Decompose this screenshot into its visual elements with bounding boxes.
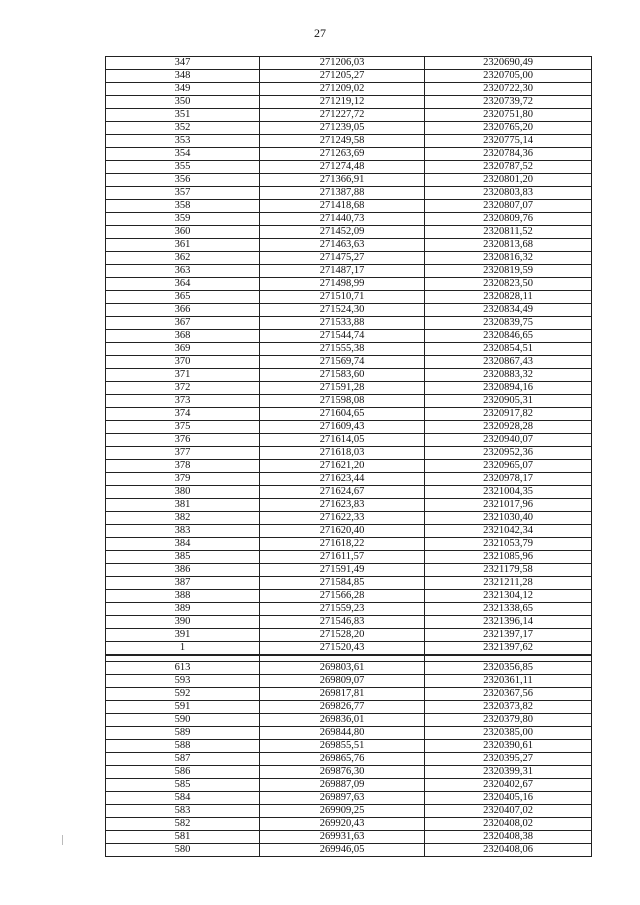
- point-number-cell: 349: [106, 83, 260, 96]
- x-coordinate-cell: 271487,17: [260, 265, 425, 278]
- table-row: [106, 778, 592, 791]
- x-coordinate-cell: 269931,63: [260, 830, 425, 843]
- table-row: [106, 817, 592, 830]
- point-number-cell: 383: [106, 525, 260, 538]
- table-row: [106, 804, 592, 817]
- y-coordinate-cell: 2320399,31: [425, 765, 592, 778]
- table-row: [106, 726, 592, 739]
- y-coordinate-cell: 2320775,14: [425, 135, 592, 148]
- y-coordinate-cell: 2320408,06: [425, 843, 592, 856]
- table-row: [106, 551, 592, 564]
- y-coordinate-cell: 2321304,12: [425, 590, 592, 603]
- y-coordinate-cell: 2320894,16: [425, 382, 592, 395]
- table-row: [106, 843, 592, 856]
- point-number-cell: 593: [106, 674, 260, 687]
- point-number-cell: 360: [106, 226, 260, 239]
- table-row: [106, 590, 592, 603]
- point-number-cell: 613: [106, 661, 260, 674]
- x-coordinate-cell: 271618,03: [260, 447, 425, 460]
- table-row: [106, 538, 592, 551]
- y-coordinate-cell: 2320784,36: [425, 148, 592, 161]
- point-number-cell: 366: [106, 304, 260, 317]
- table-row: [106, 421, 592, 434]
- table-row: [106, 304, 592, 317]
- point-number-cell: 589: [106, 726, 260, 739]
- table-row: [106, 460, 592, 473]
- table-row: [106, 791, 592, 804]
- point-number-cell: 352: [106, 122, 260, 135]
- y-coordinate-cell: 2320917,82: [425, 408, 592, 421]
- table-row: [106, 700, 592, 713]
- y-coordinate-cell: 2320801,20: [425, 174, 592, 187]
- table-row: [106, 512, 592, 525]
- y-coordinate-cell: 2320846,65: [425, 330, 592, 343]
- point-number-cell: 382: [106, 512, 260, 525]
- x-coordinate-cell: 271566,28: [260, 590, 425, 603]
- table-row: [106, 713, 592, 726]
- y-coordinate-cell: 2321397,62: [425, 642, 592, 656]
- table-row: [106, 161, 592, 174]
- point-number-cell: 581: [106, 830, 260, 843]
- coordinates-table: [105, 56, 592, 857]
- x-coordinate-cell: 271418,68: [260, 200, 425, 213]
- x-coordinate-cell: 271583,60: [260, 369, 425, 382]
- y-coordinate-cell: 2321004,35: [425, 486, 592, 499]
- table-row: [106, 674, 592, 687]
- point-number-cell: 388: [106, 590, 260, 603]
- point-number-cell: 355: [106, 161, 260, 174]
- table-row: [106, 330, 592, 343]
- x-coordinate-cell: 271604,65: [260, 408, 425, 421]
- table-row: [106, 174, 592, 187]
- point-number-cell: 592: [106, 687, 260, 700]
- point-number-cell: 362: [106, 252, 260, 265]
- y-coordinate-cell: 2320854,51: [425, 343, 592, 356]
- x-coordinate-cell: 271533,88: [260, 317, 425, 330]
- x-coordinate-cell: 271520,43: [260, 642, 425, 656]
- table-row: [106, 226, 592, 239]
- point-number-cell: 591: [106, 700, 260, 713]
- point-number-cell: 361: [106, 239, 260, 252]
- point-number-cell: 590: [106, 713, 260, 726]
- point-number-cell: 391: [106, 629, 260, 642]
- y-coordinate-cell: 2320402,67: [425, 778, 592, 791]
- y-coordinate-cell: 2321042,34: [425, 525, 592, 538]
- table-row: [106, 447, 592, 460]
- table-row: [106, 122, 592, 135]
- y-coordinate-cell: 2320361,11: [425, 674, 592, 687]
- point-number-cell: 381: [106, 499, 260, 512]
- table-row: [106, 765, 592, 778]
- point-number-cell: 350: [106, 96, 260, 109]
- x-coordinate-cell: 271623,44: [260, 473, 425, 486]
- table-row: [106, 135, 592, 148]
- point-number-cell: 585: [106, 778, 260, 791]
- y-coordinate-cell: 2321017,96: [425, 499, 592, 512]
- table-row: [106, 408, 592, 421]
- y-coordinate-cell: 2320811,52: [425, 226, 592, 239]
- y-coordinate-cell: 2320928,28: [425, 421, 592, 434]
- point-number-cell: 370: [106, 356, 260, 369]
- point-number-cell: 378: [106, 460, 260, 473]
- y-coordinate-cell: 2320828,11: [425, 291, 592, 304]
- y-coordinate-cell: 2320905,31: [425, 395, 592, 408]
- y-coordinate-cell: 2320385,00: [425, 726, 592, 739]
- table-row: [106, 278, 592, 291]
- point-number-cell: 348: [106, 70, 260, 83]
- table-row: [106, 577, 592, 590]
- x-coordinate-cell: 271591,49: [260, 564, 425, 577]
- table-row: [106, 239, 592, 252]
- y-coordinate-cell: 2321053,79: [425, 538, 592, 551]
- point-number-cell: 375: [106, 421, 260, 434]
- point-number-cell: 363: [106, 265, 260, 278]
- table-row: [106, 187, 592, 200]
- x-coordinate-cell: 271475,27: [260, 252, 425, 265]
- y-coordinate-cell: 2320839,75: [425, 317, 592, 330]
- table-row: [106, 661, 592, 674]
- table-row: [106, 434, 592, 447]
- table-row: [106, 473, 592, 486]
- y-coordinate-cell: 2320965,07: [425, 460, 592, 473]
- x-coordinate-cell: 271274,48: [260, 161, 425, 174]
- x-coordinate-cell: 271546,83: [260, 616, 425, 629]
- x-coordinate-cell: 269836,01: [260, 713, 425, 726]
- x-coordinate-cell: 271544,74: [260, 330, 425, 343]
- x-coordinate-cell: 271249,58: [260, 135, 425, 148]
- table-row: [106, 382, 592, 395]
- x-coordinate-cell: 269817,81: [260, 687, 425, 700]
- y-coordinate-cell: 2320809,76: [425, 213, 592, 226]
- table-row: [106, 499, 592, 512]
- point-number-cell: 373: [106, 395, 260, 408]
- point-number-cell: 386: [106, 564, 260, 577]
- x-coordinate-cell: 271387,88: [260, 187, 425, 200]
- x-coordinate-cell: 271584,85: [260, 577, 425, 590]
- point-number-cell: 371: [106, 369, 260, 382]
- table-row: [106, 148, 592, 161]
- x-coordinate-cell: 271452,09: [260, 226, 425, 239]
- table-row: [106, 291, 592, 304]
- table-row: [106, 629, 592, 642]
- x-coordinate-cell: 271624,67: [260, 486, 425, 499]
- table-row: [106, 642, 592, 656]
- table-row: [106, 369, 592, 382]
- table-row: [106, 525, 592, 538]
- y-coordinate-cell: 2320807,07: [425, 200, 592, 213]
- table-row: [106, 213, 592, 226]
- y-coordinate-cell: 2320819,59: [425, 265, 592, 278]
- x-coordinate-cell: 269897,63: [260, 791, 425, 804]
- y-coordinate-cell: 2321030,40: [425, 512, 592, 525]
- table-row: [106, 57, 592, 70]
- point-number-cell: 372: [106, 382, 260, 395]
- x-coordinate-cell: 271205,27: [260, 70, 425, 83]
- x-coordinate-cell: 271623,83: [260, 499, 425, 512]
- x-coordinate-cell: 271440,73: [260, 213, 425, 226]
- y-coordinate-cell: 2321211,28: [425, 577, 592, 590]
- y-coordinate-cell: 2320367,56: [425, 687, 592, 700]
- point-number-cell: 364: [106, 278, 260, 291]
- table-row: [106, 317, 592, 330]
- y-coordinate-cell: 2320379,80: [425, 713, 592, 726]
- page-number: 27: [314, 26, 326, 40]
- y-coordinate-cell: 2320739,72: [425, 96, 592, 109]
- y-coordinate-cell: 2320407,02: [425, 804, 592, 817]
- table-row: [106, 564, 592, 577]
- x-coordinate-cell: 271498,99: [260, 278, 425, 291]
- table-row: [106, 83, 592, 96]
- table-row: [106, 200, 592, 213]
- x-coordinate-cell: 271555,38: [260, 343, 425, 356]
- table-row: [106, 603, 592, 616]
- point-number-cell: 356: [106, 174, 260, 187]
- table-row: [106, 395, 592, 408]
- x-coordinate-cell: 271263,69: [260, 148, 425, 161]
- x-coordinate-cell: 269887,09: [260, 778, 425, 791]
- point-number-cell: 380: [106, 486, 260, 499]
- point-number-cell: 353: [106, 135, 260, 148]
- point-number-cell: 384: [106, 538, 260, 551]
- x-coordinate-cell: 271611,57: [260, 551, 425, 564]
- table-row: [106, 739, 592, 752]
- point-number-cell: 385: [106, 551, 260, 564]
- point-number-cell: 1: [106, 642, 260, 656]
- y-coordinate-cell: 2320813,68: [425, 239, 592, 252]
- point-number-cell: 587: [106, 752, 260, 765]
- y-coordinate-cell: 2320803,83: [425, 187, 592, 200]
- x-coordinate-cell: 271618,22: [260, 538, 425, 551]
- point-number-cell: 359: [106, 213, 260, 226]
- y-coordinate-cell: 2320408,02: [425, 817, 592, 830]
- y-coordinate-cell: 2320705,00: [425, 70, 592, 83]
- y-coordinate-cell: 2320883,32: [425, 369, 592, 382]
- y-coordinate-cell: 2321179,58: [425, 564, 592, 577]
- y-coordinate-cell: 2320952,36: [425, 447, 592, 460]
- x-coordinate-cell: 269920,43: [260, 817, 425, 830]
- x-coordinate-cell: 271569,74: [260, 356, 425, 369]
- point-number-cell: 369: [106, 343, 260, 356]
- x-coordinate-cell: 271463,63: [260, 239, 425, 252]
- scan-artifact: [62, 835, 63, 845]
- point-number-cell: 377: [106, 447, 260, 460]
- point-number-cell: 588: [106, 739, 260, 752]
- y-coordinate-cell: 2320751,80: [425, 109, 592, 122]
- y-coordinate-cell: 2320408,38: [425, 830, 592, 843]
- x-coordinate-cell: 269809,07: [260, 674, 425, 687]
- x-coordinate-cell: 271614,05: [260, 434, 425, 447]
- table-row: [106, 830, 592, 843]
- point-number-cell: 367: [106, 317, 260, 330]
- y-coordinate-cell: 2321085,96: [425, 551, 592, 564]
- x-coordinate-cell: 269855,51: [260, 739, 425, 752]
- point-number-cell: 347: [106, 57, 260, 70]
- coordinates-table-body: [106, 57, 592, 857]
- table-row: [106, 252, 592, 265]
- y-coordinate-cell: 2320373,82: [425, 700, 592, 713]
- table-row: [106, 486, 592, 499]
- y-coordinate-cell: 2320787,52: [425, 161, 592, 174]
- table-row: [106, 343, 592, 356]
- y-coordinate-cell: 2320816,32: [425, 252, 592, 265]
- table-row: [106, 109, 592, 122]
- y-coordinate-cell: 2320978,17: [425, 473, 592, 486]
- x-coordinate-cell: 269844,80: [260, 726, 425, 739]
- x-coordinate-cell: 269876,30: [260, 765, 425, 778]
- point-number-cell: 365: [106, 291, 260, 304]
- point-number-cell: 368: [106, 330, 260, 343]
- x-coordinate-cell: 271528,20: [260, 629, 425, 642]
- table-row: [106, 265, 592, 278]
- y-coordinate-cell: 2320823,50: [425, 278, 592, 291]
- x-coordinate-cell: 271620,40: [260, 525, 425, 538]
- table-row: [106, 616, 592, 629]
- point-number-cell: 358: [106, 200, 260, 213]
- point-number-cell: 379: [106, 473, 260, 486]
- y-coordinate-cell: 2320395,27: [425, 752, 592, 765]
- point-number-cell: 387: [106, 577, 260, 590]
- x-coordinate-cell: 271510,71: [260, 291, 425, 304]
- point-number-cell: 374: [106, 408, 260, 421]
- x-coordinate-cell: 271559,23: [260, 603, 425, 616]
- x-coordinate-cell: 269909,25: [260, 804, 425, 817]
- point-number-cell: 351: [106, 109, 260, 122]
- point-number-cell: 586: [106, 765, 260, 778]
- y-coordinate-cell: 2320690,49: [425, 57, 592, 70]
- point-number-cell: 582: [106, 817, 260, 830]
- y-coordinate-cell: 2320356,85: [425, 661, 592, 674]
- x-coordinate-cell: 271591,28: [260, 382, 425, 395]
- x-coordinate-cell: 271209,02: [260, 83, 425, 96]
- point-number-cell: 390: [106, 616, 260, 629]
- y-coordinate-cell: 2321338,65: [425, 603, 592, 616]
- x-coordinate-cell: 271206,03: [260, 57, 425, 70]
- x-coordinate-cell: 271598,08: [260, 395, 425, 408]
- x-coordinate-cell: 271524,30: [260, 304, 425, 317]
- x-coordinate-cell: 271227,72: [260, 109, 425, 122]
- point-number-cell: 354: [106, 148, 260, 161]
- x-coordinate-cell: 271609,43: [260, 421, 425, 434]
- table-row: [106, 70, 592, 83]
- x-coordinate-cell: 271622,33: [260, 512, 425, 525]
- x-coordinate-cell: 271239,05: [260, 122, 425, 135]
- point-number-cell: 584: [106, 791, 260, 804]
- x-coordinate-cell: 269803,61: [260, 661, 425, 674]
- point-number-cell: 580: [106, 843, 260, 856]
- y-coordinate-cell: 2320405,16: [425, 791, 592, 804]
- y-coordinate-cell: 2320765,20: [425, 122, 592, 135]
- y-coordinate-cell: 2320834,49: [425, 304, 592, 317]
- table-row: [106, 96, 592, 109]
- table-row: [106, 752, 592, 765]
- y-coordinate-cell: 2320390,61: [425, 739, 592, 752]
- point-number-cell: 357: [106, 187, 260, 200]
- x-coordinate-cell: 271219,12: [260, 96, 425, 109]
- y-coordinate-cell: 2321396,14: [425, 616, 592, 629]
- x-coordinate-cell: 271366,91: [260, 174, 425, 187]
- y-coordinate-cell: 2320867,43: [425, 356, 592, 369]
- table-row: [106, 356, 592, 369]
- x-coordinate-cell: 271621,20: [260, 460, 425, 473]
- x-coordinate-cell: 269946,05: [260, 843, 425, 856]
- x-coordinate-cell: 269865,76: [260, 752, 425, 765]
- x-coordinate-cell: 269826,77: [260, 700, 425, 713]
- y-coordinate-cell: 2321397,17: [425, 629, 592, 642]
- point-number-cell: 389: [106, 603, 260, 616]
- y-coordinate-cell: 2320940,07: [425, 434, 592, 447]
- point-number-cell: 376: [106, 434, 260, 447]
- point-number-cell: 583: [106, 804, 260, 817]
- table-row: [106, 687, 592, 700]
- y-coordinate-cell: 2320722,30: [425, 83, 592, 96]
